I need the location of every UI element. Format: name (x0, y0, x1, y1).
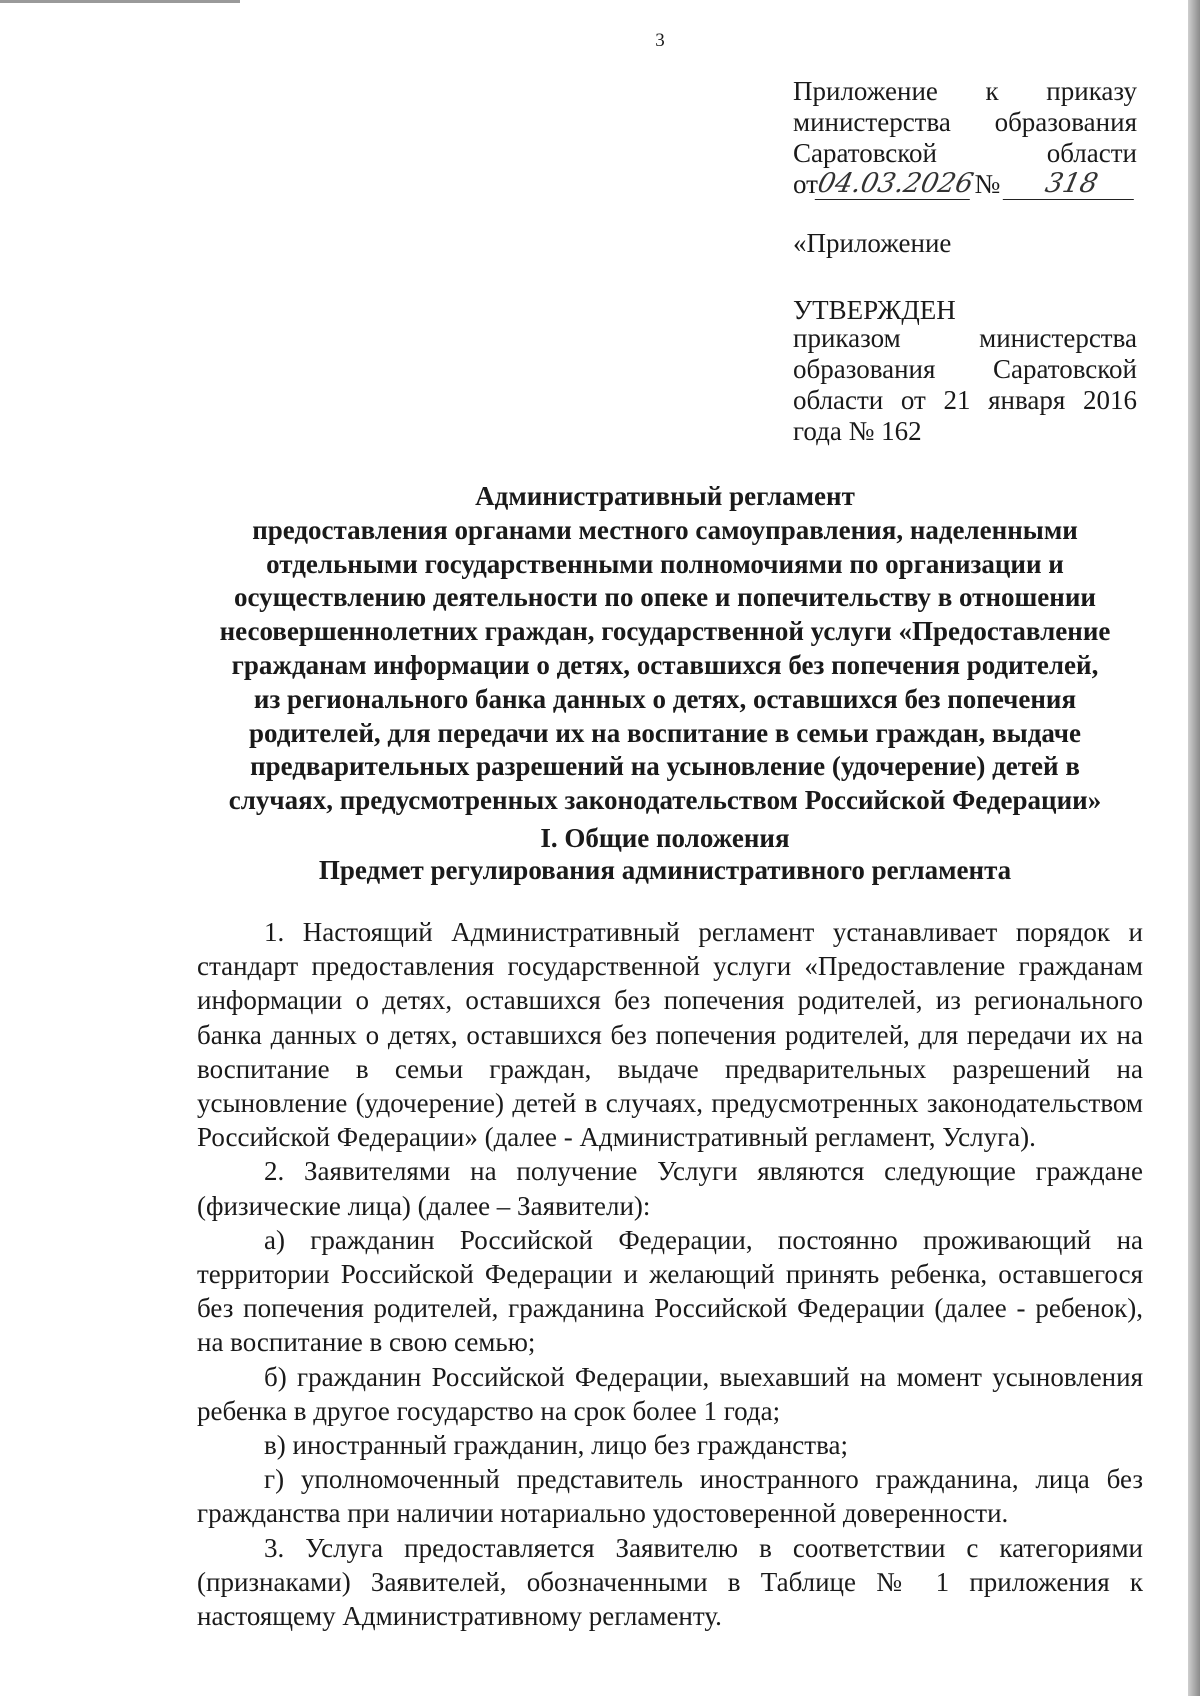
section-heading (190, 822, 1140, 886)
approved-word: образования (793, 354, 936, 384)
handwritten-order-date: 04.03.2026 (814, 168, 977, 199)
paragraph-2v: в) иностранный гражданин, лицо без гражданства; (264, 1430, 848, 1461)
order-reference (793, 169, 1137, 200)
appendix-word: Саратовской (793, 138, 937, 168)
title-line: из регионального банка данных о детях, оставшихся без попечения (253, 683, 1077, 714)
approved-block (793, 323, 1137, 447)
title-line: предоставления органами местного самоуправления, наделенными (252, 514, 1078, 545)
appendix-header (793, 76, 1137, 200)
appendix-word: министерства (793, 107, 951, 137)
title-line: осуществлению деятельности по опеке и попечительству в отношении (234, 582, 1096, 613)
scan-right-edge (1188, 0, 1200, 1696)
approved-line-3 (793, 385, 1137, 416)
appendix-word: образования (994, 107, 1137, 137)
approved-line-4: года № 162 (793, 416, 922, 446)
page-number: 3 (655, 30, 665, 51)
paragraph-2a: а) гражданин Российской Федерации, постоянно проживающий на территории Российской Федерации и желающий принять ребенка, оставшегося без попечения родителей, гражданина Российской Федерации (далее - ребенок), на воспитание в свою семью; (197, 1224, 1143, 1358)
document-body (197, 915, 1143, 1633)
quote-appendix-label: «Приложение (793, 228, 952, 258)
title-line: случаях, предусмотренных законодательством Российской Федерации» (228, 785, 1102, 816)
approved-line-1 (793, 323, 1137, 354)
appendix-line-2 (793, 107, 1137, 138)
paragraph-2: 2. Заявителями на получение Услуги являются следующие граждане (физические лица) (далее – Заявители): (197, 1156, 1143, 1221)
approved-word: января (988, 385, 1066, 415)
handwritten-order-number: 318 (1003, 169, 1140, 200)
document-title (190, 480, 1140, 818)
approved-word: 2016 (1082, 385, 1137, 415)
paragraph-2b: б) гражданин Российской Федерации, выехавший на момент усыновления ребенка в другое государство на срок более 1 года; (197, 1361, 1143, 1426)
section-title: I. Общие положения (540, 823, 790, 853)
title-line: отдельными государственными полномочиями по организации и (266, 548, 1064, 579)
section-subtitle: Предмет регулирования административного регламента (318, 855, 1012, 885)
approved-word: Саратовской (993, 354, 1137, 384)
appendix-word: к (985, 76, 999, 106)
title-line: несовершеннолетних граждан, государственной услуги «Предоставление (219, 616, 1111, 647)
approved-word: министерства (979, 323, 1137, 353)
approved-word: 21 (943, 385, 971, 415)
paragraph-2g: г) уполномоченный представитель иностранного гражданина, лица без гражданства при наличии нотариально удостоверенной доверенности. (197, 1464, 1143, 1529)
title-line: Административный регламент (475, 481, 855, 511)
appendix-word: приказу (1046, 76, 1137, 106)
approved-title: УТВЕРЖДЕН (793, 295, 956, 325)
approved-word: от (900, 385, 926, 415)
appendix-line-3 (793, 138, 1137, 169)
title-line: родителей, для передачи их на воспитание в семьи граждан, выдаче (248, 717, 1082, 748)
approved-line-2 (793, 354, 1137, 385)
appendix-word: Приложение (793, 76, 938, 106)
paragraph-3: 3. Услуга предоставляется Заявителю в соответствии с категориями (признаками) Заявителей, обозначенными в Таблице № 1 приложения к настоящему Административному регламенту. (197, 1532, 1143, 1632)
approved-word: области (793, 385, 884, 415)
scan-top-edge (0, 0, 240, 3)
order-prefix: от (793, 169, 818, 199)
paragraph-1: 1. Настоящий Административный регламент устанавливает порядок и стандарт предоставления государственной услуги «Предоставление гражданам информации о детях, оставшихся без попечения родителей, из регионального банка данных о детях, оставшихся без попечения родителей, для передачи их на воспитание в семьи граждан, выдаче предварительных разрешений на усыновление (удочерение) детей в случаях, предусмотренных законодательством Российской Федерации» (далее - Административный регламент, Услуга). (197, 917, 1143, 1153)
title-line: предварительных разрешений на усыновление (удочерение) детей в (250, 751, 1080, 782)
order-number-sign: № (974, 169, 1001, 199)
appendix-line-1 (793, 76, 1137, 107)
title-line: гражданам информации о детях, оставшихся без попечения родителей, (231, 649, 1099, 680)
approved-word: приказом (793, 323, 901, 353)
appendix-word: области (1046, 138, 1137, 168)
